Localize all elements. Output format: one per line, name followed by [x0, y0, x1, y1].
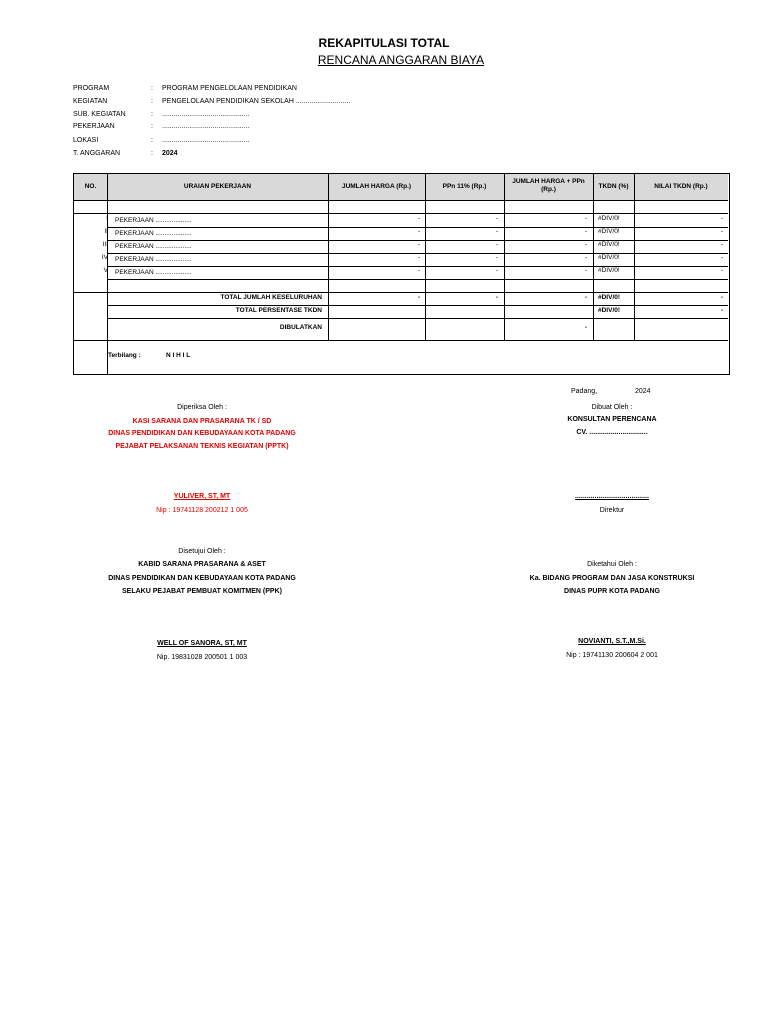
- diketahui-name: NOVIANTI, S.T.,M.Si.: [578, 638, 646, 645]
- header-tkdn: TKDN (%): [598, 183, 629, 190]
- info-colon: :: [151, 111, 153, 118]
- dibuat-position-2: CV. ..............................: [576, 429, 648, 436]
- row-no: IV: [101, 254, 108, 261]
- disetujui-position-3: SELAKU PEJABAT PEMBUAT KOMITMEN (PPK): [122, 588, 282, 595]
- row-no: I: [106, 215, 108, 222]
- row-uraian: PEKERJAAN ....................: [115, 269, 192, 276]
- row-tkdn: #DIV/0!: [598, 228, 620, 235]
- total-label: TOTAL JUMLAH KESELURUHAN: [220, 294, 322, 301]
- info-value: .............................................: [162, 137, 250, 144]
- info-value: .............................................: [162, 123, 250, 130]
- date-year: 2024: [635, 388, 651, 395]
- info-label: T. ANGGARAN: [73, 150, 121, 157]
- info-label: KEGIATAN: [73, 98, 108, 105]
- row-ppn: -: [495, 254, 498, 261]
- row-uraian: PEKERJAAN ....................: [115, 243, 192, 250]
- info-label: SUB. KEGIATAN: [73, 111, 126, 118]
- info-colon: :: [151, 123, 153, 130]
- info-label: PEKERJAAN: [73, 123, 115, 130]
- rekap-table: [73, 173, 730, 375]
- row-nilai-tkdn: -: [720, 241, 723, 248]
- total-ppn: -: [495, 294, 498, 301]
- info-colon: :: [151, 150, 153, 157]
- row-jumlah-ppn: -: [584, 267, 587, 274]
- terbilang-value: N I H I L: [166, 352, 191, 359]
- dibulatkan-label: DIBULATKAN: [279, 324, 322, 331]
- persentase-label: TOTAL PERSENTASE TKDN: [235, 307, 322, 314]
- dibuat-title: Direktur: [599, 507, 625, 514]
- info-value: .............................................: [162, 111, 250, 118]
- row-jumlah: -: [417, 267, 420, 274]
- total-jumlah: -: [417, 294, 420, 301]
- info-colon: :: [151, 137, 153, 144]
- row-jumlah-ppn: -: [584, 241, 587, 248]
- row-tkdn: #DIV/0!: [598, 267, 620, 274]
- document-title: REKAPITULASI TOTAL: [318, 36, 450, 50]
- diperiksa-nip: Nip : 19741128 200212 1 005: [156, 507, 248, 514]
- row-ppn: -: [495, 267, 498, 274]
- row-ppn: -: [495, 228, 498, 235]
- disetujui-position-1: KABID SARANA PRASARANA & ASET: [138, 561, 266, 568]
- diperiksa-caption: Diperiksa Oleh :: [177, 404, 227, 411]
- disetujui-nip: Nip. 19831028 200501 1 003: [156, 654, 248, 661]
- header-no: NO.: [84, 183, 97, 190]
- diperiksa-name: YULIVER, ST, MT: [173, 493, 231, 500]
- row-divider: [74, 213, 728, 214]
- row-jumlah: -: [417, 215, 420, 222]
- row-divider: [107, 279, 728, 280]
- row-no: III: [102, 241, 108, 248]
- row-ppn: -: [495, 241, 498, 248]
- row-tkdn: #DIV/0!: [598, 254, 620, 261]
- header-jumlah: JUMLAH HARGA (Rp.): [341, 183, 412, 190]
- header-nilai-tkdn: NILAI TKDN (Rp.): [654, 183, 708, 190]
- dibuat-name: ......................................: [575, 493, 649, 500]
- info-label: PROGRAM: [73, 85, 110, 92]
- row-divider: [74, 340, 728, 341]
- total-jumlah-ppn: -: [584, 294, 587, 301]
- row-jumlah-ppn: -: [584, 215, 587, 222]
- diperiksa-position-2: DINAS PENDIDIKAN DAN KEBUDAYAAN KOTA PADANG: [108, 430, 296, 437]
- disetujui-caption: Disetujui Oleh :: [178, 548, 226, 555]
- row-jumlah-ppn: -: [584, 228, 587, 235]
- dibulatkan-value: -: [584, 324, 587, 331]
- persentase-tkdn: #DIV/0!: [598, 307, 621, 314]
- diketahui-nip: Nip : 19741130 200604 2 001: [566, 652, 658, 659]
- info-colon: :: [151, 98, 153, 105]
- row-jumlah: -: [417, 228, 420, 235]
- row-divider: [74, 200, 728, 201]
- col-divider: [593, 174, 594, 340]
- row-nilai-tkdn: -: [720, 228, 723, 235]
- info-label: LOKASI: [73, 137, 99, 144]
- info-value: 2024: [162, 150, 178, 157]
- row-tkdn: #DIV/0!: [598, 215, 620, 222]
- total-nilai-tkdn: -: [720, 294, 723, 301]
- diperiksa-position-1: KASI SARANA DAN PRASARANA TK / SD: [132, 418, 272, 425]
- row-uraian: PEKERJAAN ....................: [115, 230, 192, 237]
- diperiksa-position-3: PEJABAT PELAKSANAN TEKNIS KEGIATAN (PPTK): [115, 443, 289, 450]
- dibuat-position-1: KONSULTAN PERENCANA: [567, 416, 657, 423]
- row-tkdn: #DIV/0!: [598, 241, 620, 248]
- row-jumlah: -: [417, 254, 420, 261]
- diketahui-caption: Diketahui Oleh :: [587, 561, 637, 568]
- header-ppn: PPn 11% (Rp.): [442, 183, 487, 190]
- diketahui-position-2: DINAS PUPR KOTA PADANG: [564, 588, 660, 595]
- diketahui-position-1: Ka. BIDANG PROGRAM DAN JASA KONSTRUKSI: [529, 575, 695, 582]
- row-nilai-tkdn: -: [720, 254, 723, 261]
- info-value: PROGRAM PENGELOLAAN PENDIDIKAN: [162, 85, 297, 92]
- info-colon: :: [151, 85, 153, 92]
- header-uraian: URAIAN PEKERJAAN: [183, 183, 252, 190]
- dibuat-caption: Dibuat Oleh :: [591, 404, 633, 411]
- disetujui-position-2: DINAS PENDIDIKAN DAN KEBUDAYAAN KOTA PADANG: [108, 575, 296, 582]
- row-uraian: PEKERJAAN ....................: [115, 217, 192, 224]
- place-label: Padang,: [571, 388, 598, 395]
- info-value: PENGELOLAAN PENDIDIKAN SEKOLAH ............................: [162, 98, 351, 105]
- row-nilai-tkdn: -: [720, 267, 723, 274]
- header-jumlah-ppn: JUMLAH HARGA + PPn (Rp.): [512, 178, 585, 193]
- row-divider: [74, 292, 728, 293]
- row-divider: [107, 305, 728, 306]
- total-tkdn: #DIV/0!: [598, 294, 621, 301]
- row-jumlah-ppn: -: [584, 254, 587, 261]
- row-divider: [107, 318, 728, 319]
- row-jumlah: -: [417, 241, 420, 248]
- row-no: V: [103, 267, 108, 274]
- persentase-nilai-tkdn: -: [720, 307, 723, 314]
- terbilang-label: Terbilang :: [108, 352, 141, 359]
- row-uraian: PEKERJAAN ....................: [115, 256, 192, 263]
- document-subtitle: RENCANA ANGGARAN BIAYA: [317, 53, 485, 67]
- row-no: II: [104, 228, 108, 235]
- row-nilai-tkdn: -: [720, 215, 723, 222]
- row-ppn: -: [495, 215, 498, 222]
- col-divider: [107, 174, 108, 374]
- disetujui-name: WELL OF SANORA, ST, MT: [157, 640, 247, 647]
